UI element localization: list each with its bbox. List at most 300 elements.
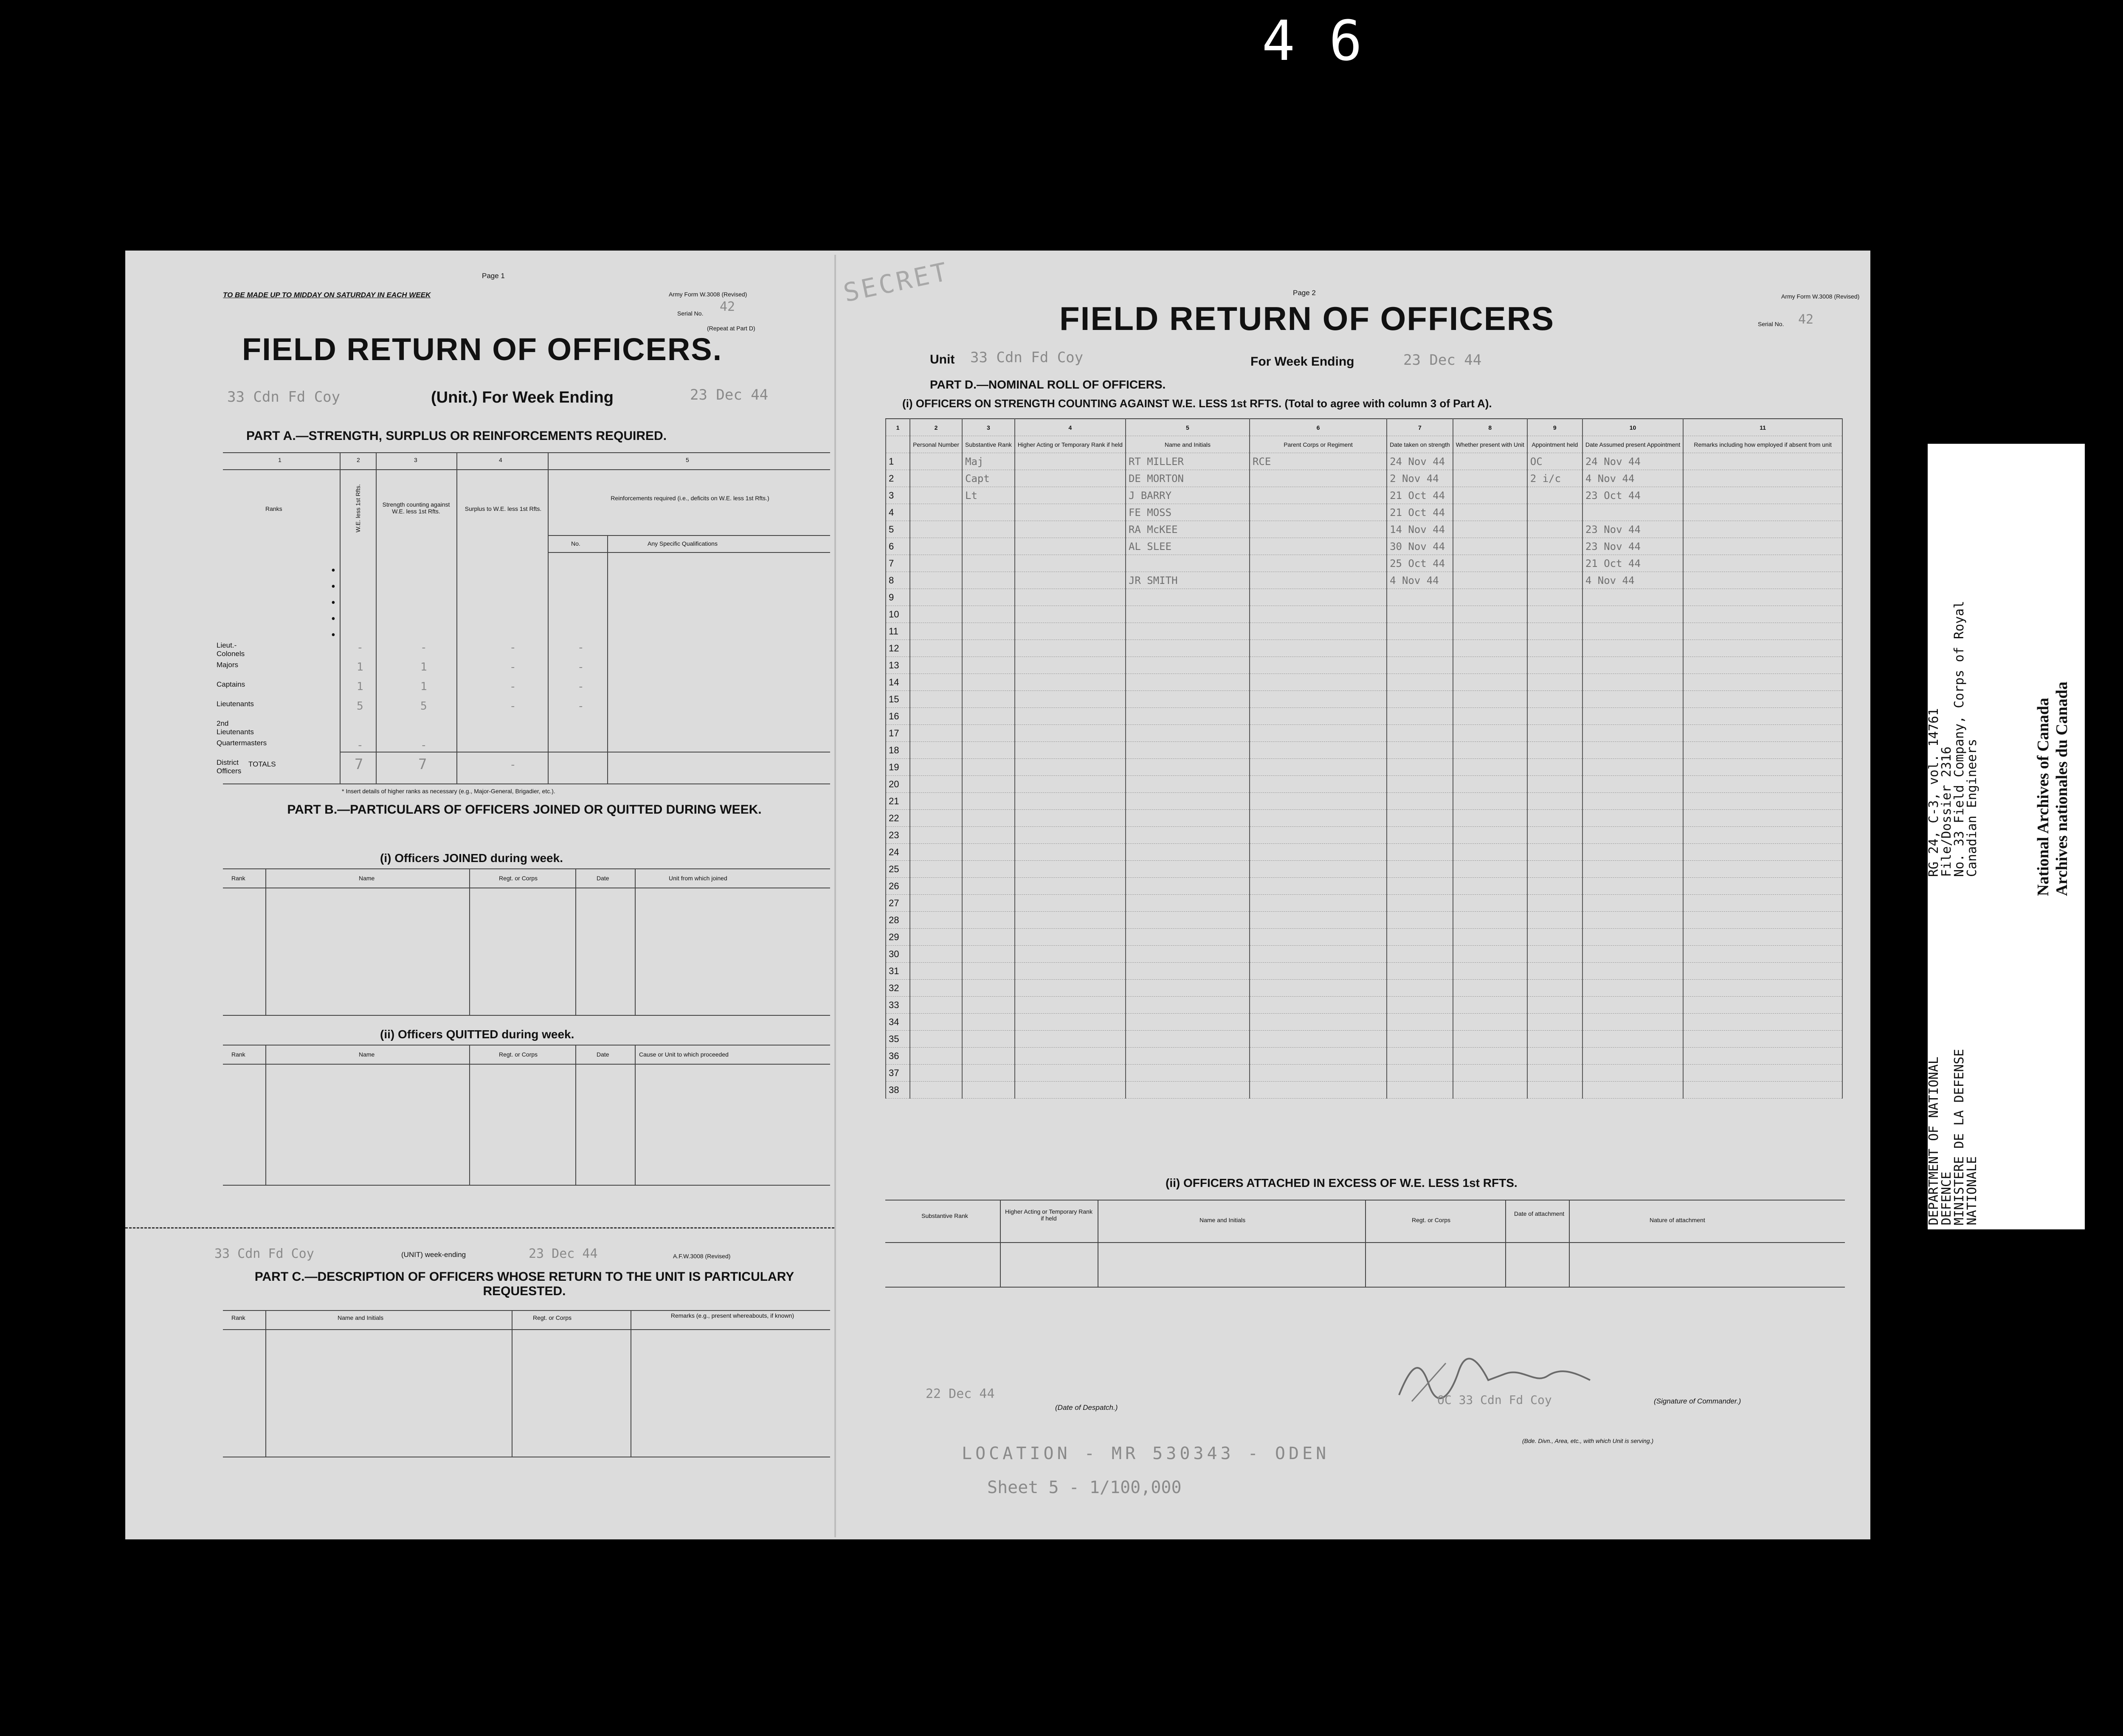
roll-cell (1683, 657, 1842, 674)
page2-serial-label: Serial No. (1758, 321, 1784, 327)
roll-cell (1453, 555, 1527, 572)
roll-cell (1527, 895, 1582, 912)
roll-cell (962, 606, 1015, 623)
roll-cell (1126, 640, 1250, 657)
roll-cell (1527, 1014, 1582, 1031)
roll-cell (1683, 453, 1842, 470)
roll-cell: 23 Nov 44 (1582, 538, 1683, 555)
bde-label: (Bde. Divn., Area, etc., with which Unit is serving.) (1522, 1437, 1654, 1444)
part-c-title: PART C.—DESCRIPTION OF OFFICERS WHOSE RETURN TO THE UNIT IS PARTICULARY REQUESTED. (254, 1270, 794, 1298)
roll-cell (1683, 623, 1842, 640)
roll-cell (910, 776, 962, 793)
roll-cell (1683, 555, 1842, 572)
footnote: * Insert details of higher ranks as necessary (e.g., Major-General, Brigadier, etc.). (342, 788, 555, 795)
column-header-row (886, 436, 1842, 453)
sheet-note: Sheet 5 - 1/100,000 (987, 1478, 1182, 1497)
roll-cell (910, 674, 962, 691)
rank-surplus: - (510, 641, 516, 654)
col-3-number: 3 (414, 457, 417, 463)
roll-cell (1126, 912, 1250, 929)
roll-row (886, 1014, 1842, 1031)
roll-cell (1387, 997, 1453, 1014)
roll-cell (1582, 1048, 1683, 1065)
col-header: Appointment held (1527, 436, 1582, 453)
col-number: 11 (1683, 419, 1842, 436)
frame-number: 46 (1261, 8, 1397, 73)
roll-cell (1453, 470, 1527, 487)
roll-cell (1527, 1048, 1582, 1065)
roll-cell (1582, 980, 1683, 997)
roll-cell (1015, 606, 1126, 623)
roll-cell (1015, 1082, 1126, 1099)
roll-cell (1582, 810, 1683, 827)
roll-cell (1387, 776, 1453, 793)
roll-cell (1582, 1065, 1683, 1082)
row-number: 26 (886, 878, 910, 895)
col-header: Substantive Rank (962, 436, 1015, 453)
roll-cell (1387, 827, 1453, 844)
row-number: 12 (886, 640, 910, 657)
row-number: 19 (886, 759, 910, 776)
row-number: 31 (886, 963, 910, 980)
roll-cell: 2 i/c (1527, 470, 1582, 487)
roll-cell (1683, 776, 1842, 793)
roll-cell (1250, 997, 1387, 1014)
roll-cell (962, 810, 1015, 827)
roll-cell: 4 Nov 44 (1582, 572, 1683, 589)
roll-cell (1250, 793, 1387, 810)
row-number: 1 (886, 453, 910, 470)
roll-cell: AL SLEE (1126, 538, 1250, 555)
page2-unit-label: Unit (930, 352, 955, 366)
roll-cell (1527, 861, 1582, 878)
roll-cell (910, 487, 962, 504)
roll-cell (1015, 708, 1126, 725)
roll-cell (1250, 929, 1387, 946)
signature-label: (Signature of Commander.) (1654, 1397, 1741, 1405)
archive-ref-block (1928, 452, 1979, 877)
roll-row (886, 589, 1842, 606)
roll-cell (1453, 453, 1527, 470)
rank-we: 5 (357, 700, 363, 713)
roll-cell (1250, 861, 1387, 878)
roll-cell (1126, 963, 1250, 980)
roll-cell (1250, 538, 1387, 555)
roll-cell (1582, 878, 1683, 895)
page-1 (125, 251, 834, 1539)
roll-cell (1015, 1065, 1126, 1082)
roll-cell (962, 589, 1015, 606)
row-number: 15 (886, 691, 910, 708)
roll-cell: FE MOSS (1126, 504, 1250, 521)
page1-label: Page 1 (482, 272, 505, 280)
roll-row (886, 1082, 1842, 1099)
roll-cell (1387, 929, 1453, 946)
col-number: 5 (1126, 419, 1250, 436)
attached-name-header: Name and Initials (1199, 1217, 1246, 1223)
spec-header: Any Specific Qualifications (648, 540, 718, 547)
roll-row (886, 504, 1842, 521)
roll-cell (1582, 963, 1683, 980)
roll-cell (1015, 725, 1126, 742)
repeat-note: (Repeat at Part D) (707, 325, 755, 332)
roll-cell (910, 827, 962, 844)
roll-cell (962, 674, 1015, 691)
rank-we: - (357, 739, 363, 752)
roll-cell (1126, 1082, 1250, 1099)
roll-cell (962, 1065, 1015, 1082)
quitted-cause-header: Cause or Unit to which proceeded (639, 1051, 729, 1058)
part-b-title: PART B.—PARTICULARS OF OFFICERS JOINED OR QUITTED DURING WEEK. (287, 803, 762, 817)
roll-cell (910, 657, 962, 674)
roll-cell (1015, 759, 1126, 776)
roll-cell (1015, 538, 1126, 555)
roll-cell (1250, 691, 1387, 708)
roll-cell (1250, 487, 1387, 504)
roll-cell (1015, 572, 1126, 589)
roll-cell (1582, 946, 1683, 963)
roll-cell: JR SMITH (1126, 572, 1250, 589)
roll-cell (962, 946, 1015, 963)
roll-cell: Capt (962, 470, 1015, 487)
roll-cell (1582, 691, 1683, 708)
roll-cell (1015, 521, 1126, 538)
row-number: 28 (886, 912, 910, 929)
roll-cell (1126, 759, 1250, 776)
roll-row (886, 1031, 1842, 1048)
roll-cell (1453, 929, 1527, 946)
roll-cell (910, 1065, 962, 1082)
roll-cell (1387, 589, 1453, 606)
roll-cell: RA McKEE (1126, 521, 1250, 538)
roll-cell (1683, 674, 1842, 691)
row-number: 2 (886, 470, 910, 487)
roll-cell (1582, 776, 1683, 793)
roll-cell (1582, 793, 1683, 810)
roll-cell (962, 776, 1015, 793)
joined-rank-header: Rank (231, 875, 245, 882)
roll-cell (1453, 674, 1527, 691)
roll-cell: RT MILLER (1126, 453, 1250, 470)
roll-cell (1683, 504, 1842, 521)
page2-week-value: 23 Dec 44 (1403, 352, 1482, 369)
roll-cell (962, 691, 1015, 708)
rank-label: Lieutenants (217, 700, 254, 708)
roll-cell (1527, 980, 1582, 997)
quitted-corps-header: Regt. or Corps (499, 1051, 538, 1058)
roll-body (886, 453, 1842, 1099)
roll-cell (1250, 963, 1387, 980)
roll-cell (1387, 1048, 1453, 1065)
row-number: 11 (886, 623, 910, 640)
roll-cell (910, 1031, 962, 1048)
page-2 (843, 251, 1870, 1539)
rank-label: 2nd Lieutenants (217, 719, 254, 736)
roll-row (886, 1048, 1842, 1065)
roll-cell: 23 Oct 44 (1582, 487, 1683, 504)
roll-cell (962, 708, 1015, 725)
roll-cell (910, 691, 962, 708)
roll-cell (1126, 742, 1250, 759)
roll-cell (1015, 827, 1126, 844)
roll-cell (1126, 1014, 1250, 1031)
row-number: 4 (886, 504, 910, 521)
roll-cell (1582, 657, 1683, 674)
roll-cell (962, 980, 1015, 997)
roll-cell (1527, 759, 1582, 776)
archive-logo-text (2034, 682, 2071, 896)
roll-cell (962, 1082, 1015, 1099)
roll-row (886, 895, 1842, 912)
dept-line: NATIONALE (1965, 1156, 1979, 1225)
roll-cell (1683, 640, 1842, 657)
rank-surplus: - (510, 680, 516, 693)
roll-cell (1453, 538, 1527, 555)
attached-title: (ii) OFFICERS ATTACHED IN EXCESS OF W.E. LESS 1st RFTS. (1166, 1176, 1518, 1189)
roll-cell (1683, 1031, 1842, 1048)
roll-cell (910, 742, 962, 759)
roll-cell (1582, 997, 1683, 1014)
signature-sub: OC 33 Cdn Fd Coy (1437, 1393, 1552, 1407)
roll-cell (1527, 878, 1582, 895)
page2-label: Page 2 (1293, 289, 1316, 297)
row-number: 22 (886, 810, 910, 827)
col-header: Date Assumed present Appointment (1582, 436, 1683, 453)
roll-cell (1126, 827, 1250, 844)
roll-cell (1250, 1031, 1387, 1048)
roll-cell (1683, 691, 1842, 708)
col-header (886, 436, 910, 453)
roll-cell (1387, 895, 1453, 912)
roll-cell (1527, 1082, 1582, 1099)
col-5-number: 5 (686, 457, 689, 463)
roll-cell: 24 Nov 44 (1387, 453, 1453, 470)
roll-cell: Maj (962, 453, 1015, 470)
roll-cell (1683, 487, 1842, 504)
roll-cell (1126, 793, 1250, 810)
roll-cell (1250, 1014, 1387, 1031)
quitted-name-header: Name (359, 1051, 375, 1058)
column-number-row (886, 419, 1842, 436)
roll-cell (1582, 640, 1683, 657)
roll-cell (1015, 929, 1126, 946)
roll-cell (1453, 1048, 1527, 1065)
roll-row (886, 810, 1842, 827)
roll-cell (1387, 878, 1453, 895)
roll-cell (1015, 470, 1126, 487)
perforation-line (125, 1227, 834, 1229)
roll-cell (1387, 725, 1453, 742)
roll-cell (1126, 776, 1250, 793)
roll-cell (962, 1031, 1015, 1048)
page1-title: FIELD RETURN OF OFFICERS. (242, 332, 723, 367)
roll-cell (962, 538, 1015, 555)
roll-cell (1527, 674, 1582, 691)
row-number: 25 (886, 861, 910, 878)
roll-cell (1453, 810, 1527, 827)
roll-cell (962, 623, 1015, 640)
rank-strength: - (420, 641, 427, 654)
roll-cell: 21 Oct 44 (1387, 504, 1453, 521)
archive-reference: RG 24, C-3, vol. 14761 (1926, 708, 1941, 877)
quitted-date-header: Date (597, 1051, 609, 1058)
roll-cell (1015, 895, 1126, 912)
totals-strength: 7 (418, 756, 427, 773)
row-number: 23 (886, 827, 910, 844)
roll-cell: RCE (1250, 453, 1387, 470)
roll-cell: Lt (962, 487, 1015, 504)
roll-cell (1582, 895, 1683, 912)
col-number: 3 (962, 419, 1015, 436)
roll-cell (962, 1014, 1015, 1031)
roll-cell (1387, 793, 1453, 810)
roll-row (886, 929, 1842, 946)
roll-cell (1126, 980, 1250, 997)
unit-value: 33 Cdn Fd Coy (227, 389, 341, 406)
reinf-header: Reinforcements required (i.e., deficits on W.E. less 1st Rfts.) (611, 495, 769, 502)
roll-cell (910, 504, 962, 521)
surplus-header: Surplus to W.E. less 1st Rfts. (465, 505, 542, 512)
roll-cell (1582, 912, 1683, 929)
roll-cell (1126, 555, 1250, 572)
roll-cell (1126, 708, 1250, 725)
roll-cell (1582, 929, 1683, 946)
roll-cell (1453, 946, 1527, 963)
roll-row (886, 623, 1842, 640)
dept-line: DEFENCE (1939, 1171, 1954, 1225)
rank-strength: - (420, 739, 427, 752)
archive-file: File/Dossier 2316 (1939, 746, 1954, 877)
roll-row (886, 861, 1842, 878)
rank-surplus: - (510, 661, 516, 674)
archive-description: No. 33 Field Company, Corps of Royal (1952, 600, 1967, 877)
partc-form: A.F.W.3008 (Revised) (673, 1253, 731, 1260)
page2-form-number: Army Form W.3008 (Revised) (1781, 293, 1860, 300)
roll-cell (1527, 929, 1582, 946)
roll-cell (962, 997, 1015, 1014)
roll-cell (1250, 1048, 1387, 1065)
roll-cell (1453, 827, 1527, 844)
roll-cell (1527, 691, 1582, 708)
roll-cell (1387, 657, 1453, 674)
roll-cell (910, 793, 962, 810)
roll-row (886, 521, 1842, 538)
roll-cell (1015, 1048, 1126, 1065)
rank-strength: 5 (420, 700, 427, 713)
roll-cell (1683, 1048, 1842, 1065)
roll-cell (1453, 912, 1527, 929)
roll-cell (1582, 742, 1683, 759)
nominal-roll-table (885, 418, 1843, 1099)
roll-cell (1453, 504, 1527, 521)
row-number: 24 (886, 844, 910, 861)
col-number: 7 (1387, 419, 1453, 436)
roll-cell (1126, 810, 1250, 827)
roll-cell (1387, 691, 1453, 708)
roll-cell (910, 708, 962, 725)
roll-cell (1582, 827, 1683, 844)
roll-cell (1250, 759, 1387, 776)
roll-cell (1015, 453, 1126, 470)
roll-cell (1527, 776, 1582, 793)
roll-cell (1683, 521, 1842, 538)
roll-cell (1250, 1065, 1387, 1082)
roll-row (886, 555, 1842, 572)
roll-cell (1015, 946, 1126, 963)
partc-corps-header: Regt. or Corps (533, 1314, 572, 1321)
roll-cell (1387, 810, 1453, 827)
roll-cell (1527, 555, 1582, 572)
unit-label: (Unit.) For Week Ending (431, 389, 614, 406)
rank-strength: 1 (420, 661, 427, 674)
roll-cell (1683, 538, 1842, 555)
rank-no: - (577, 661, 584, 674)
roll-cell (910, 946, 962, 963)
col-header: Remarks including how employed if absent from unit (1683, 436, 1842, 453)
roll-cell (1015, 776, 1126, 793)
roll-cell (1453, 725, 1527, 742)
joined-title: (i) Officers JOINED during week. (380, 851, 563, 865)
roll-cell (1250, 844, 1387, 861)
roll-cell (1387, 1031, 1453, 1048)
roll-cell (1683, 980, 1842, 997)
roll-cell (1015, 980, 1126, 997)
roll-row (886, 946, 1842, 963)
roll-cell (1527, 538, 1582, 555)
roll-cell (1527, 521, 1582, 538)
roll-cell (910, 810, 962, 827)
roll-row (886, 640, 1842, 657)
roll-cell (910, 623, 962, 640)
roll-cell (1527, 504, 1582, 521)
roll-row (886, 538, 1842, 555)
roll-cell (1015, 589, 1126, 606)
roll-cell (910, 963, 962, 980)
rank-label: Majors (217, 661, 239, 669)
roll-cell (1250, 572, 1387, 589)
roll-cell (910, 878, 962, 895)
roll-cell (1250, 946, 1387, 963)
page2-unit-value: 33 Cdn Fd Coy (970, 349, 1084, 366)
roll-cell (910, 980, 962, 997)
roll-cell (1527, 606, 1582, 623)
rank-label: Quartermasters (217, 739, 267, 747)
roll-cell (1453, 742, 1527, 759)
dept-line: DEPARTMENT OF NATIONAL (1926, 1056, 1941, 1225)
roll-cell (1250, 1082, 1387, 1099)
col-header: Name and Initials (1126, 436, 1250, 453)
we-header: W.E. less 1st Rfts. (355, 484, 361, 533)
roll-cell (910, 1014, 962, 1031)
roll-row (886, 997, 1842, 1014)
roll-cell (910, 555, 962, 572)
roll-row (886, 878, 1842, 895)
roll-cell (1015, 640, 1126, 657)
roll-cell (1387, 844, 1453, 861)
roll-cell (910, 538, 962, 555)
roll-cell (1683, 742, 1842, 759)
roll-cell (1015, 742, 1126, 759)
roll-cell (910, 1082, 962, 1099)
roll-cell (962, 1048, 1015, 1065)
roll-cell (1250, 555, 1387, 572)
roll-cell (1126, 997, 1250, 1014)
row-number: 33 (886, 997, 910, 1014)
roll-cell (1582, 606, 1683, 623)
roll-cell (1015, 504, 1126, 521)
joined-date-header: Date (597, 875, 609, 882)
roll-cell (1250, 657, 1387, 674)
